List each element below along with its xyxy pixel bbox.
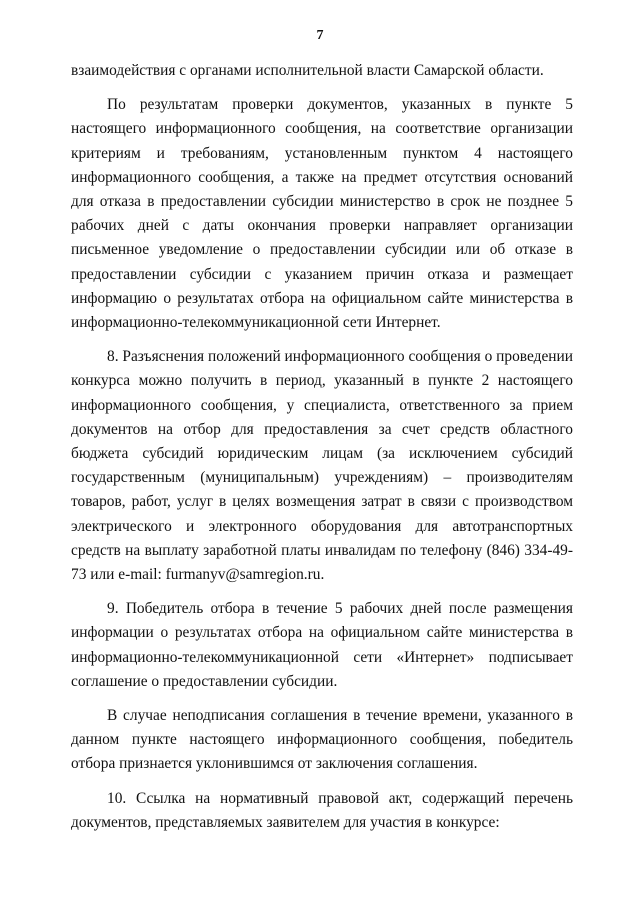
paragraph-gap xyxy=(71,777,573,787)
paragraph-legal-act-reference: 10. Ссылка на нормативный правовой акт, содержащий перечень документов, представляемых заявителем для участия в конкурсе: xyxy=(71,789,573,831)
paragraph-review-results: По результатам проверки документов, указанных в пункте 5 настоящего информационного сообщения, на соответствие организации критериям и требованиям, установленным пунктом 4 настоящего информационного сообщения, а также на предмет отсутствия оснований для отказа в предоставлении субсидии министерство в срок не позднее 5 рабочих дней с даты окончания проверки направляет организации письменное уведомление о предоставлении субсидии или об отказе в предоставлении субсидии с указанием причин отказа и размещает информацию о результатах отбора на официальном сайте министерства в информационно-телекоммуникационной сети Интернет. xyxy=(71,96,573,332)
paragraph-gap xyxy=(71,335,573,345)
paragraph-continuation: взаимодействия с органами исполнительной власти Самарской области. xyxy=(71,62,544,79)
paragraph-gap xyxy=(71,83,573,93)
paragraph-winner-agreement: 9. Победитель отбора в течение 5 рабочих дней после размещения информации о результатах отбора на официальном сайте министерства в информационно-телекоммуникационной сети «Интернет» подписывает соглашение о предоставлении субсидии. xyxy=(71,600,573,690)
paragraph-clarifications: 8. Разъяснения положений информационного сообщения о проведении конкурса можно получить в период, указанный в пункте 2 настоящего информационного сообщения, у специалиста, ответственного за прием документов на отбор для предоставления за счет средств областного бюджета субсидий юридическим лицам (за исключением субсидий государственным (муниципальным) учреждениям) – производителям товаров, работ, услуг в целях возмещения затрат в связи с производством электрического и электронного оборудования для автотранспортных средств на выплату заработной платы инвалидам по телефону (846) 334-49-73 или e-mail: furmanyv@samregion.ru. xyxy=(71,348,573,584)
page-number: 7 xyxy=(316,28,324,43)
paragraph-gap xyxy=(71,587,573,597)
paragraph-gap xyxy=(71,694,573,704)
document-body xyxy=(71,59,573,835)
paragraph-non-signing: В случае неподписания соглашения в течение времени, указанного в данном пункте настоящего информационного сообщения, победитель отбора признается уклонившимся от заключения соглашения. xyxy=(71,707,573,773)
